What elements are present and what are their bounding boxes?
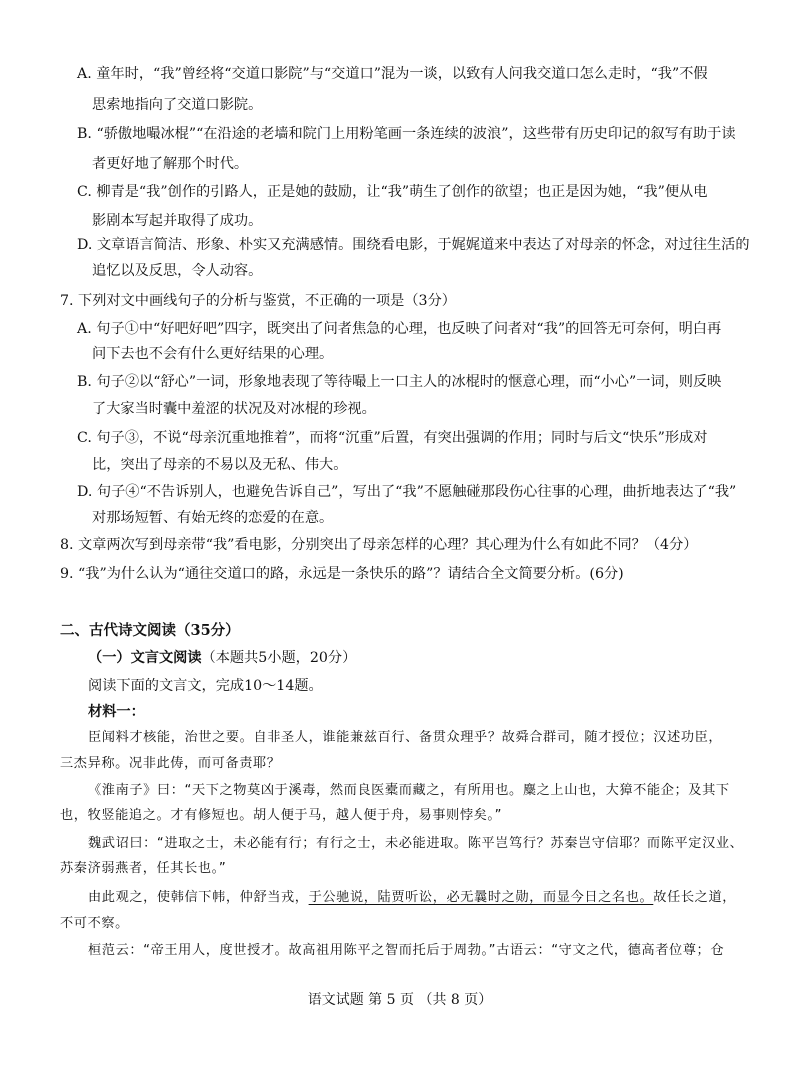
- q7-option-b-line1: B. 句子②以“舒心”一词，形象地表现了等待嘬上一口主人的冰棍时的惬意心理，而“小心”一词，则反映: [77, 374, 722, 390]
- passage-p2-line1: 《淮南子》曰：“天下之物莫凶于溪毒，然而良医橐而藏之，有所用也。麋之上山也，大獐不能企；及其下: [88, 783, 730, 798]
- q6-option-a-line2: 思索地指向了交道口影院。: [92, 97, 263, 113]
- section-2-title: 二、古代诗文阅读（35分）: [60, 622, 240, 639]
- q7-option-a-line2: 问下去也不会有什么更好结果的心理。: [92, 346, 334, 362]
- q6-option-c-line2: 影剧本写起并取得了成功。: [92, 213, 263, 229]
- passage-p1-line2: 三杰异称。况非此俦，而可备责耶？: [60, 756, 281, 771]
- passage-p2-line2: 也，牧竖能追之。才有修短也。胡人便于马，越人便于舟，易事则悖矣。”: [60, 808, 503, 823]
- passage-p4-pre: 由此观之，使韩信下帏，仲舒当戎，: [88, 890, 309, 905]
- underlined-sentence: 于公驰说，陆贾听讼，必无曩时之勋，而显今日之名也。: [308, 890, 654, 905]
- q7-option-a-line1: A. 句子①中“好吧好吧”四字，既突出了问者焦急的心理，也反映了问者对“我”的回答无可奈何，明白再: [77, 321, 722, 337]
- subsection-note: （本题共5小题，20分）: [201, 650, 357, 666]
- subsection-classical-title: [88, 648, 356, 668]
- q6-option-a-line1: A. 童年时，“我”曾经将“交道口影院”与“交道口”混为一谈，以致有人问我交道口怎么走时，“我”不假: [77, 66, 708, 82]
- q7-option-d-line2: 对那场短暂、有始无终的恋爱的在意。: [92, 510, 334, 526]
- q7-option-c-line2: 比，突出了母亲的不易以及无私、伟大。: [92, 457, 348, 473]
- q7-option-b-line2: 了大家当时囊中羞涩的状况及对冰棍的珍视。: [92, 401, 376, 417]
- passage-p4-post: 故任长之道，: [653, 890, 737, 905]
- subsection-label: （一）文言文阅读: [88, 650, 202, 666]
- q7-option-d-line1: D. 句子④“不告诉别人，也避免告诉自己”，写出了“我”不愿触碰那段伤心往事的心理，曲折地表达了“我”: [77, 484, 737, 500]
- passage-p3-line2: 苏秦济弱燕者，任其长也。”: [60, 861, 227, 876]
- passage-p5-line1: 桓范云：“帝王用人，度世授才。故高祖用陈平之智而托后于周勃。”古语云：“守文之代，德高者位尊；仓: [88, 943, 725, 958]
- passage-p1-line1: 臣闻料才核能，治世之要。自非圣人，谁能兼兹百行、备贯众理乎？故舜合群司，随才授位；汉述功臣，: [88, 730, 723, 745]
- passage-p4-line2: 不可不察。: [60, 916, 129, 931]
- q6-option-d-line2: 追忆以及反思，令人动容。: [92, 263, 263, 279]
- q7-stem: 7. 下列对文中画线句子的分析与鉴赏，不正确的一项是（3分）: [60, 293, 456, 309]
- q6-option-d-line1: D. 文章语言简洁、形象、朴实又充满感情。围绕看电影，于娓娓道来中表达了对母亲的怀念，对过往生活的: [77, 237, 750, 253]
- page-footer: 语文试题 第 5 页 （共 8 页）: [307, 992, 493, 1008]
- q6-option-b-line1: B. “骄傲地嘬冰棍”“在沿途的老墙和院门上用粉笔画一条连续的波浪”，这些带有历史印记的叙写有助于读: [77, 126, 736, 142]
- q7-option-c-line1: C. 句子③，不说“母亲沉重地推着”，而将“沉重”后置，有突出强调的作用；同时与后文“快乐”形成对: [77, 430, 708, 446]
- q8-stem: 8. 文章两次写到母亲带“我”看电影，分别突出了母亲怎样的心理？其心理为什么有如此不同？（4分）: [60, 537, 698, 553]
- material-1-label: 材料一：: [88, 704, 145, 720]
- q6-option-c-line1: C. 柳青是“我”创作的引路人，正是她的鼓励，让“我”萌生了创作的欲望；也正是因为她，“我”便从电: [77, 184, 708, 200]
- q6-option-b-line2: 者更好地了解那个时代。: [92, 156, 249, 172]
- passage-p4-line1: [88, 888, 736, 908]
- q9-stem: 9. “我”为什么认为“通往交道口的路，永远是一条快乐的路”？请结合全文简要分析。(6分): [60, 566, 624, 582]
- reading-instruction: 阅读下面的文言文，完成10～14题。: [88, 678, 323, 694]
- passage-p3-line1: 魏武诏曰：“进取之士，未必能有行；有行之士，未必能进取。陈平岂笃行？苏秦岂守信耶？而陈平定汉业、: [88, 836, 744, 851]
